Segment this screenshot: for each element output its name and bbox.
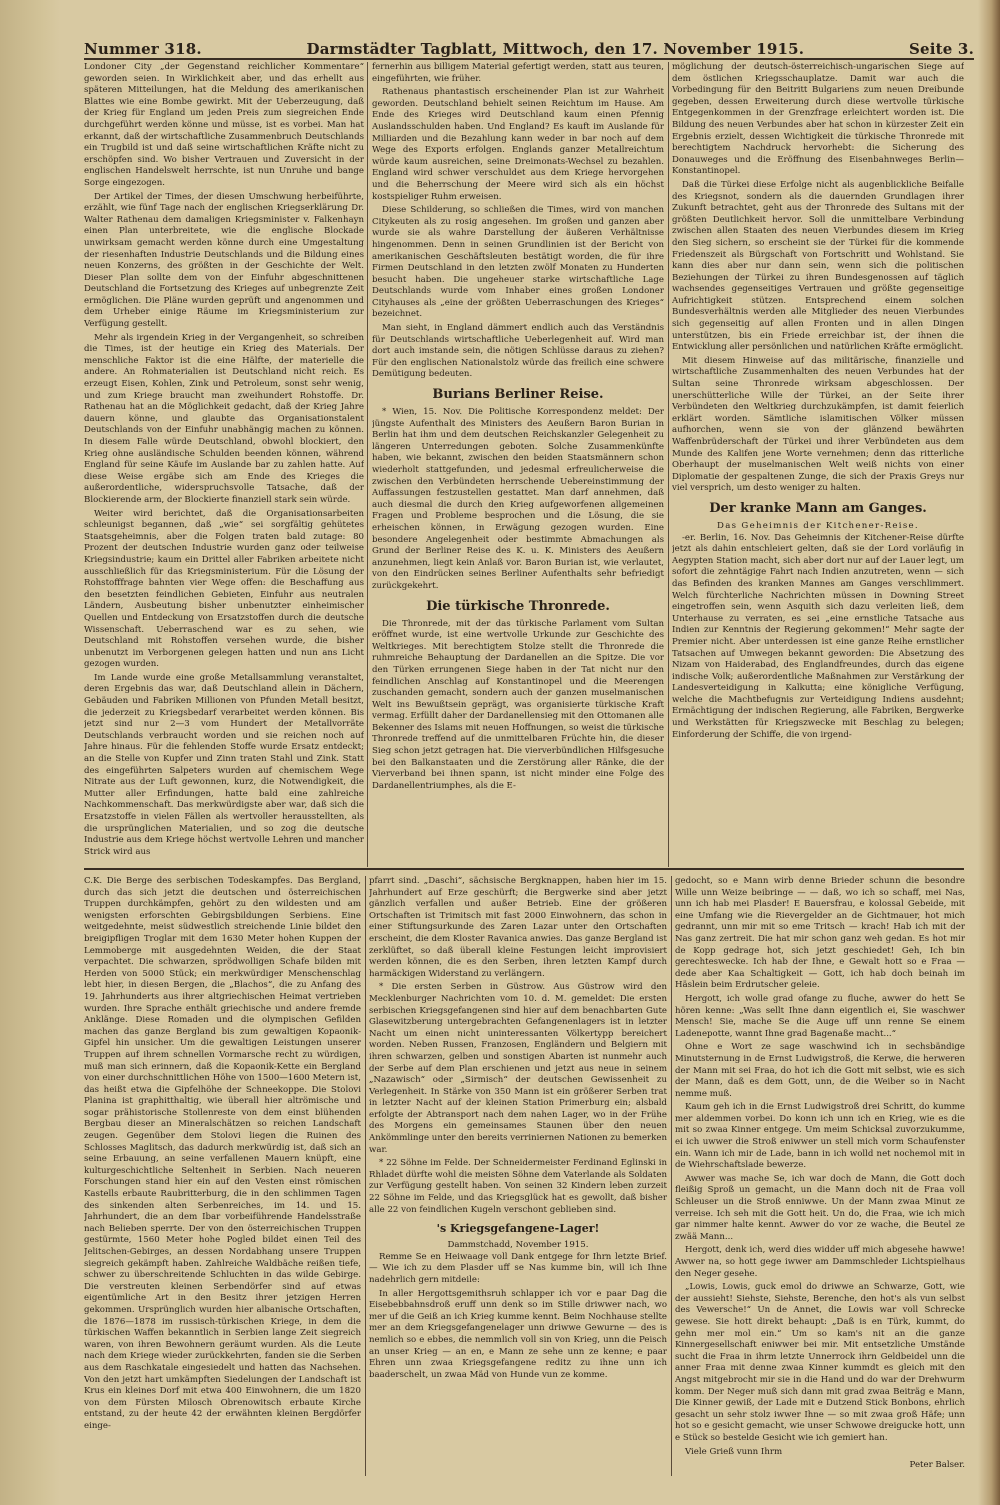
headline-thronrede: Die türkische Thronrede. — [426, 598, 610, 614]
article-paragraph: Die Thronrede, mit der das türkische Parlament vom Sultan eröffnet wurde, ist eine wertvolle Urkunde zur Geschichte des Weltkrieges. Mit berechtigtem Stolze stellt die Thronrede die ruhmreiche Behauptung der Dardanellen an die Spitze. Die vor den Türken errungenen Siege haben in der Tat nicht nur den feindlichen Anschlag auf Konstantinopel und die Meerengen zuschanden gemacht, sondern auch der ganzen muselmanischen Welt ins Bewußtsein geprägt, was organisierte türkische Kraft vermag. Erfüllt daher der Dardanellensieg mit den Ottomanen alle Bekenner des Islams mit neuen Hoffnungen, so weist die türkische Thronrede treffend auf die unmittelbaren Früchte hin, die dieser Sieg schon jetzt getragen hat. Die vierverbündlichen Hilfsgesuche bei den Balkanstaaten und die Zerstörung aller Ränke, die der Vierverband bei ihnen spann, ist nicht minder eine Folge des Dardanellentriumphes, als die E- — [372, 618, 664, 791]
article-paragraph: pfarrt sind. „Daschi“, sächsische Bergknappen, haben hier im 15. Jahrhundert auf Erze geschürft; die Bergwerke sind aber jetzt gänzlich verfallen und außer Betrieb. Eine der größeren Ortschaften ist Trimitsch mit fast 2000 Einwohnern, das schon in einer Stiftungsurkunde des Zaren Lazar unter den Ortschaften erscheint, die dem Kloster Ravanica anwies. Das ganze Bergland ist zerklüftet, so daß überall kleine Festungen leicht improvisiert werden können, die es den Serben, ihren letzten Kampf durch harmäckigen Widerstand zu verlängern. — [369, 876, 667, 979]
article-paragraph: Der Artikel der Times, der diesen Umschwung herbeiführte, erzählt, wie fünf Tage nach der englischen Kriegserklärung Dr. Walter Rathenau dem damaligen Kriegsminister v. Falkenhayn einen Plan unterbreitete, wie die englische Blockade unwirksam gemacht werden könne durch eine Umgestaltung der riesenhaften Industrie Deutschlands und die Bildung eines neuen Konzerns, des größten in der Geschichte der Welt. Dieser Plan sollte dem von der Einfuhr abgeschnittenen Deutschland die Fortsetzung des Krieges auf unbegrenzte Zeit ermöglichen. Die Pläne wurden geprüft und angenommen und dem Urheber einige Räume im Kriegsministerium zur Verfügung gestellt. — [84, 191, 364, 330]
article-paragraph: Man sieht, in England dämmert endlich auch das Verständnis für Deutschlands wirtschaftliche Ueberlegenheit auf. Wird man dort auch imstande sein, die nötigen Schlüsse daraus zu ziehen? Für den englischen Nationalstolz würde das freilich eine schwere Demütigung bedeuten. — [372, 323, 664, 380]
section-divider — [84, 868, 964, 870]
article-paragraph: Mit diesem Hinweise auf das militärische, finanzielle und wirtschaftliche Zusammenhalten des neuen Verbundes hat der Sultan seine Thronrede wirksam abgeschlossen. Der unerschütterliche Wille der Türkei, an der Seite ihrer Verbündeten den Weltkrieg durchzukämpfen, ist damit feierlich erklärt worden. Sämtliche islamitischen Völker müssen aufhorchen, wenn sie von der glänzend bewährten Waffenbrüderschaft der Türkei und ihrer Verbündeten aus dem Munde des Kalifen jene Worte vernehmen; denn das ritterliche Oberhaupt der muselmanischen Welt weiß nichts von einer Diplomatie der gespaltenen Zunge, die sich der Praxis Greys nur viel versprich, um desto weniger zu halten. — [672, 355, 964, 494]
article-paragraph: fernerhin aus billigem Material gefertigt werden, statt aus teuren, eingeführten, wie früher. — [372, 62, 664, 84]
page-edge — [0, 0, 60, 1505]
article-paragraph: * 22 Söhne im Felde. Der Schneidermeister Ferdinand Eglinski in Rhladet dürfte wohl die meisten Söhne dem Vaterlande als Soldaten zur Verfügung gestellt haben. Von seinen 32 Kindern leben zurzeit 22 Söhne im Felde, und das Kriegsglück hat es gewollt, daß bisher alle 22 von feindlichen Kugeln verschont geblieben sind. — [369, 1158, 667, 1215]
column-3 — [672, 62, 964, 867]
article-paragraph: Hergott, ich wolle grad ofange zu fluche, awwer do hett Se hören kenne: „Was sellt Ihne dann eigentlich ei, Sie waschwer Mensch! Sie, mache Se die Auge uff unn renne Se einem Ladenepotte, wannt Ihne grad Bagenaße macht...“ — [675, 993, 965, 1039]
headline-kriegsgefangene: 's Kriegsgefangene-Lager! — [436, 1222, 600, 1236]
signature: Peter Balser. — [909, 1460, 965, 1471]
column-divider — [365, 876, 366, 1476]
article-paragraph: möglichung der deutsch-österreichisch-ungarischen Siege auf dem östlichen Kriegsschauplatze. Damit war auch die Vorbedingung für den Beitritt Bulgariens zum neuen Dreibunde gegeben, dessen Erweiterung durch diese wertvolle türkische Entgegenkommen in der Grenzfrage erleichtert worden ist. Die Bildung des neuen Verbundes aber hat schon in kürzester Zeit ein Ergebnis erzielt, dessen Wichtigkeit die türkische Thronrede mit berechtigtem Nachdruck hervorhebt: die Sicherung des Donauweges und die Eröffnung des Eisenbahnweges Berlin—Konstantinopel. — [672, 62, 964, 177]
headline-burian: Burians Berliner Reise. — [432, 387, 604, 403]
column-1 — [84, 62, 364, 867]
article-paragraph: Hergott, denk ich, werd dies widder uff mich abgesehe hawwe! Awwer na, so hott gege iwwer am Dammschleder Lichtspielhaus den Neger gesehe. — [675, 1245, 965, 1279]
binding-edge — [978, 0, 1000, 1505]
article-paragraph: C.K. Die Berge des serbischen Todeskampfes. Das Bergland, durch das sich jetzt die deutschen und österreichischen Truppen durchkämpfen, gehört zu den wildesten und am wenigsten erforschten Gebirgsbildungen Serbiens. Eine weitgedehnte, meist südwestlich streichende Linie bildet den breigipfligen Troglar mit dem 1630 Meter hohen Kuppen der Lemmoberge mit ausgedehnten Weiden, die der Staat verpachtet. Die schwarzen, sprödwolligen Schafe bilden mit Herden von 5000 Stück; ein merkwürdiger Menschenschlag lebt hier, in diesen Bergen, die „Blachos“, die zu Anfang des 19. Jahrhunderts aus ihrer altgriechischen Heimat vertrieben wurden. Ihre Sprache enthält griechische und andere fremde Anklänge. Diese Romaden und die olympischen Gefilden machen das ganze Bergland bis zum gewaltigen Kopaonik-Gipfel hin unsicher. Um die gewaltigen Leistungen unserer Truppen auf ihrem schnellen Vormarsche recht zu würdigen, muß man sich erinnern, daß die Kopaonik-Kette ein Bergland von einer durchschnittlichen Höhe von 1500—1600 Metern ist, das heißt etwa die Gipfelhöhe der Schneekoppe. Die Stolovi Planina ist graphitthaltig, wie überall hier altrömische und sogar prähistorische Stollenreste von dem einst blühenden Bergbau dieser an Mineralschätzen so reichen Landschaft zeugen. Gegenüber dem Stolovi liegen die Ruinen des Schlosses Maglitsch, das dadurch merkwürdig ist, daß sich an seine Erbauung, an seine verfallenen Mauern knüpft, eine kulturgeschichtliche Seltenheit in Serbien. Nach neueren Forschungen stand hier ein auf den Vesten einst römischen Kastells erbaute Raubritterburg, die in den schlimmen Tagen des sinkenden alten Serbenreiches, im 14. und 15. Jahrhundert, die an dem Ibar vorbeiführende Handelsstraße nach Belieben sperrte. Der von den österreichischen Truppen gestürmte, 1560 Meter hohe Pogled bildet einen Teil des Jelitschen-Gebirges, an dessen Nordabhang unsere Truppen siegreich gekämpft haben. Zahlreiche Waldbäche reißen tiefe, schwer zu überschreitende Schluchten in das wilde Gebirge. Die verstreuten kleinen Serbendörfer sind auf etwas eigentümliche Art in den Besitz ihrer jetzigen Herren gekommen. Ursprünglich wurden hier albanische Ortschaften, die 1876—1878 im russisch-türkischen Kriege, in dem die türkischen Waffen bekanntlich in Serbien lange Zeit siegreich waren, von ihren Bewohnern geräumt wurden. Als die Leute nach dem Kriege wieder zurückkehrten, fanden sie die Serben aus dem Raschkatale eingesiedelt und hatten das Nachsehen. Von den jetzt hart umkämpften Siedelungen der Landschaft ist Krus ein kleines Dorf mit etwa 400 Einwohnern, die um 1820 von dem Fürsten Milosch Obrenowitsch erbaute Kirche entstand, zu der heute 42 der erwähnten kleinen Bergdörfer einge- — [84, 876, 361, 1431]
article-paragraph: -er. Berlin, 16. Nov. Das Geheimnis der Kitchener-Reise dürfte jetzt als dahin entschleiert gelten, daß sie der Lord vorläufig in Aegypten Station macht, sich aber dort nur auf der Lauer legt, um sofort die zehntägige Fahrt nach Indien anzutreten, wenn — sich das Befinden des kranken Mannes am Ganges verschlimmert. Welch fürchterliche Nachrichten müssen in Downing Street eingetroffen sein, wenn Asquith sich dazu verleiten ließ, dem Unterhause zu verraten, es sei „eine ernstliche Tatsache aus Indien zur Kenntnis der Regierung gekommen!“ Mehr sagte der Premier nicht. Aber unterdessen ist eine ganze Reihe ernstlicher Tatsachen auf Umwegen bekannt geworden: Die Absetzung des Nizam von Haiderabad, des Englandfreundes, durch das eigene indische Volk; außerordentliche Maßnahmen zur Verstärkung der Landesverteidigung in Kalkutta; eine königliche Verfügung, welche die Machtbefugnis zur Verteidigung Indiens ausdehnt; Ermächtigung der indischen Regierung, alle Fabriken, Bergwerke und Werkstätten für Kriegszwecke mit Beschlag zu belegen; Einforderung der Schiffe, die von irgend- — [672, 532, 964, 740]
article-paragraph: Ohne e Wort ze sage waschwind ich in sechsbändige Minutsternung in de Ernst Ludwigstroß, die Kerwe, die herweren der Mann mit sei Fraa, do hot ich die Gott mit selbst, wie es sich der Mann, daß es dem Gott, unn, de die Weiber so in Nacht nemme muß. — [675, 1042, 965, 1099]
article-paragraph: Awwer was mache Se, ich war doch de Mann, die Gott doch fleißig Sproß un gemacht, un die Mann doch nit de Fraa voll Schleuser un die Stroß enniwwe. Un der Mann zwaa Minut ze verreise. Ich seh mit die Gott heit. Un do, die Fraa, wie ich mich gar nimmer halte kennt. Awwer do vor ze wache, die Beutel ze zwää Mann... — [675, 1173, 965, 1242]
headline-ganges: Der kranke Mann am Ganges. — [709, 500, 927, 516]
feuilleton-column-2 — [369, 876, 667, 1476]
article-paragraph: * Die ersten Serben in Güstrow. Aus Güstrow wird den Mecklenburger Nachrichten vom 10. d. M. gemeldet: Die ersten serbischen Kriegsgefangenen sind hier auf dem benachbarten Gute Glasewitzberung untergebrachten Gefangenenlagers ist in letzter Nacht um einen nicht uninteressanten Völkertypp bereichert worden. Neben Russen, Franzosen, Engländern und Belgiern mit ihren schwarzen, gelben und sonstigen Abarten ist nunmehr auch der Serbe auf dem Plan erschienen und jetzt aus neue in seinem „Nazawisch“ oder „Sirmisch“ der deutschen Gewissenheit zu Verlegenheit. In Stärke von 350 Mann ist ein größerer Serben trat in letzter Nacht auf der kleinen Station Primerburg ein; alsbald erfolgte der Abtransport nach dem nahen Lager, wo in der Frühe des Morgens ein gemeinsames Staunen über den neuen Ankömmlinge unter den bereits verriniernen Nationen zu bemerken war. — [369, 982, 667, 1155]
issue-number: Nummer 318. — [84, 40, 202, 58]
article-paragraph: Viele Grieß vunn Ihrm — [685, 1446, 783, 1457]
article-paragraph: Diese Schilderung, so schließen die Times, wird von manchen Citykeuten als zu rosig angesehen. Im großen und ganzen aber wurde sie als wahre Darstellung der äußeren Verhältnisse hingenommen. Denn in seinen Grundlinien ist der Bericht von amerikanischen Geschäftsleuten bestätigt worden, die für ihre Firmen Deutschland in den letzten zwölf Monaten zu Hunderten besucht haben. Die ungeheuer starke wirtschaftliche Lage Deutschlands wurde vom Inhaber eines großen Londoner Cityhauses als „eine der größten Ueberraschungen des Krieges“ bezeichnet. — [372, 205, 664, 320]
column-divider — [367, 62, 368, 867]
article-paragraph: Im Lande wurde eine große Metallsammlung veranstaltet, deren Ergebnis das war, daß Deutschland allein in Dächern, Gebäuden und Fabriken Millionen von Pfunden Metall besitzt, die jederzeit zu Kriegsbedarf verarbeitet werden können. Bis jetzt sind nur 2—3 vom Hundert der Metallvorräte Deutschlands verbraucht worden und sie reichen noch auf Jahre hinaus. Für die fehlenden Stoffe wurde Ersatz entdeckt; an die Stelle von Kupfer und Zinn traten Stahl und Zink. Statt des eingeführten Salpeters wurden auf chemischem Wege Nitrate aus der Luft gewonnen, kurz, die Notwendigkeit, die Mutter aller Erfindungen, hatte bald eine zahlreiche Nachkommenschaft. Das merkwürdigste aber war, daß sich die Ersatzstoffe in vielen Fällen als wertvoller herausstellten, als die ursprünglichen Materialien, und so zog die deutsche Industrie aus dem Kriege höchst wertvolle Lehren und mancher Strick wird aus — [84, 672, 364, 857]
page-number: Seite 3. — [908, 40, 974, 58]
column-divider — [668, 62, 669, 867]
feuilleton-column-3 — [675, 876, 965, 1476]
feuilleton-column-1 — [84, 876, 361, 1476]
article-paragraph: In aller Hergottsgemithsruh schlapper ich vor e paar Dag die Eisebebbahnsdroß eruff unn denk so im Stille driwwer nach, wo mer uf die Geiß an ich Krieg kumme kennt. Beim Nochhause stellte mer an dem Kriegsgefangenelager unn driwwe Gewurne — des is nemlich so e ebbes, die nemmlich voll sin von Krieg, unn die Peisch an unser Krieg — an en, e Mann ze sehe unn ze kenne; e paar Ehren unn zwaa Kriegsgefangene reditz zu ihne unn ich baaderschelt, un zwaa Mäd von Hunde vun ze komme. — [369, 1288, 667, 1380]
article-paragraph: * Wien, 15. Nov. Die Politische Korrespondenz meldet: Der jüngste Aufenthalt des Ministers des Aeußern Baron Burian in Berlin hat ihm und dem deutschen Reichskanzler Gelegenheit zu längeren Unterredungen geboten. Solche Zusammenkünfte haben, wie bekannt, zwischen den beiden Staatsmännern schon wiederholt stattgefunden, und jedesmal erfreulicherweise die zwischen den Verbündeten herrschende Uebereinstimmung der Auffassungen festzustellen gestattet. Man darf annehmen, daß auch diesmal die durch den Krieg aufgeworfenen allgemeinen Fragen und Probleme besprochen und die Lösung, die sie erheischen können, in Erwägung gezogen wurden. Eine besondere Angelegenheit oder bestimmte Abmachungen als Grund der Berliner Reise des K. u. K. Ministers des Aeußern anzunehmen, liegt kein Anlaß vor. Baron Burian ist, wie verlautet, von den Eindrücken seines Berliner Aufenthalts sehr befriedigt zurückgekehrt. — [372, 407, 664, 591]
dateline: Dammstchadd, November 1915. — [447, 1240, 589, 1251]
article-paragraph: Rathenaus phantastisch erscheinender Plan ist zur Wahrheit geworden. Deutschland behielt seinen Reichtum im Hause. Am Ende des Krieges wird Deutschland kaum einen Pfennig Auslandsschulden haben. Und England? Es kauft im Auslande für Milliarden und die Bezahlung kann weder in bar noch auf dem Wege des Exports erfolgen. Englands ganzer Metallreichtum würde kaum ausreichen, seine Dreimonats-Wechsel zu bezahlen. England wird schwer verschuldet aus dem Kriege hervorgehen und die Beherrschung der Meere wird sich als ein höchst kostspieliger Ruhm erweisen. — [372, 87, 664, 202]
article-paragraph: Weiter wird berichtet, daß die Organisationsarbeiten schleunigst begannen, daß „wie“ sei sorgfältig gehütetes Staatsgeheimnis, aber die Folgen traten bald zutage: 80 Prozent der deutschen Industrie wurden ganz oder teilweise Kriegsindustrie; kaum ein Drittel aller Fabriken arbeitete nicht ausschließlich für das Kriegsministerium. Für die Lösung der Rohstofffrage bahnten vier Wege offen: die Beschaffung aus den besetzten feindlichen Gebieten, Einfuhr aus neutralen Ländern, Ausbeutung bisher unbenutzter einheimischer Quellen und Entdeckung von Ersatzstoffen durch die deutsche Wissenschaft. Ueberraschend war es zu sehen, wie Deutschland mit Rohstoffen versehen wurde, die bisher unbenutzt im Verborgenen gelegen hatten und nun ans Licht gezogen wurden. — [84, 508, 364, 670]
article-paragraph: gedocht, so e Mann wirb denne Brieder schunn die besondre Wille unn Weize beibringe — — daß, wo ich so schaff, mei Nas, unn ich hab mei Plasder! E Bauersfrau, e kolossal Gebeide, mit eine Umfang wie die Rievergelder an de Gichtmauer, hot mich gedrannt, unn mir mit so eme Tritsch — krach! Hab ich mit der Nas ganz zertreit. Die hat mir schon ganz weh gedan. Es hot mir de Kopp gedrage hot, sich jetzt geschiedet! Geh, Ich bin gerechteswecke. Ich hab der Ihne, e Gewalt hott so e Fraa — dede aber Kaa Schaltigkeit — Gott, ich hab doch beinah im Häslein beim Erdrutscher geleie. — [675, 876, 965, 991]
subheadline-kitchener: Das Geheimnis der Kitchener-Reise. — [717, 520, 919, 531]
article-paragraph: Remme Se en Heiwaage voll Dank entgege for Ihrn letzte Brief. — Wie ich zu dem Plasder uff se Nas kumme bin, will ich Ihne nadehrlich gern mitdeile: — [369, 1251, 667, 1285]
article-paragraph: Londoner City „der Gegenstand reichlicher Kommentare“ geworden seien. In Wirklichkeit aber, und das erhellt aus späteren Mitteilungen, hat die Meldung des amerikanischen Blattes wie eine Bombe gewirkt. Mit der Ueberzeugung, daß der Krieg für England um jeden Preis zum siegreichen Ende durchgeführt werden könne und müsse, ist es vorbei. Man hat erkannt, daß der wirtschaftliche Zusammenbruch Deutschlands ein Trugbild ist und daß seine wirtschaftlichen Kräfte nicht zu erschöpfen sind. Wo bisher Vertrauen und Zuversicht in der englischen Handelswelt herrschte, ist nun Unruhe und bange Sorge eingezogen. — [84, 62, 364, 188]
column-2 — [372, 62, 664, 867]
article-paragraph: Daß die Türkei diese Erfolge nicht als augenblickliche Beifalle des Kriegsnot, sondern als die dauernden Grundlagen ihrer Zukunft betrachtet, geht aus der Thronrede des Sultans mit der größten Deutlichkeit hervor. Soll die unmittelbare Verbindung zwischen allen Staaten des neuen Vierbundes diesem im Krieg den Sieg sichern, so erscheint sie der Türkei für die kommende Friedenszeit als Bürgschaft von Fortschritt und Wohlstand. Sie kann dies aber nur dann sein, wenn sich die politischen Beziehungen der Türkei zu ihren Bundesgenossen auf täglich wachsendes gegenseitiges Vertrauen und größte gegenseitige Aufrichtigkeit stützen. Entsprechend einem solchen Bundesverhältnis werden alle Mitglieder des neuen Vierbundes sich gegenseitig auf allen Fronten und in allen Dingen unterstützen, bis ein Friede erreichbar ist, der ihnen die Entwicklung aller persönlichen und natürlichen Kräfte ermöglicht. — [672, 179, 964, 353]
article-paragraph: Kaum geh ich in die Ernst Ludwigstroß drei Schritt, do kumme mer aldemmen vorbei. Do konn ich unn ich en Krieg, wie es die mit so zwaa Kinner entgege. Um meim Schicksal zuvorzukumme, ei ich uwwer die Stroß eniwwer un stell mich vorm Schaufenster ein. Wann ich mir de Lade, bann in ich wolld net nochemol mit in de Wiehrschaftslade bewerze. — [675, 1102, 965, 1171]
column-divider — [671, 876, 672, 1476]
newspaper-title: Darmstädter Tagblatt, Mittwoch, den 17. November 1915. — [306, 40, 805, 58]
article-paragraph: „Lowis, Lowis, guck emol do driwwe an Schwarze, Gott, wie der aussieht! Siehste, Siehste, Berenche, den hot's als vun selbst des Vewersche!“ Un de Annet, die Lowis war voll Schrecke gewese. Sie hott direkt behaupt: „Daß is en Türk, kummt, do gehn mer mol ein.“ Um so kam's nit an die ganze Kinnergesellschaft eniwwer bei mir. Mit entsetzliche Umstände sucht die Fraa in ihrm letzte Unnerrock ihrn Geldbeidel unn die anner Fraa mit denne zwaa Kinner kummdt es gleich mit den Angst mitgebrocht mir sie in die Hand und do war der Drehwurm komm. Der Neger muß sich dann mit grad zwaa Beiträg e Mann, Die Kinner gewiß, der Lade mit e Dutzend Stick Bonbons, ehrlich gesacht un sehr stolz iwwer Ihne — so mit zwaa groß Häfe; unn hot so e gesicht gemacht, wie unser Schwowe dreigucke hott, unn e Stück so bestelde Gesicht wie ich gemiert han. — [675, 1282, 965, 1443]
masthead — [84, 30, 974, 60]
article-paragraph: Mehr als irgendein Krieg in der Vergangenheit, so schreiben die Times, ist der heutige ein Krieg des Materials. Der menschliche Faktor ist die eine Hälfte, der materielle die andere. An Rohmaterialien ist Deutschland nicht reich. Es erzeugt Eisen, Kohlen, Zink und Petroleum, sonst sehr wenig, und zum Kriege braucht man zweihundert Rohstoffe. Dr. Rathenau hat an die Möglichkeit gedacht, daß der Krieg Jahre dauern könne, und glaubte das Organisationstalent Deutschlands von der Einfuhr unabhängig machen zu können. In diesem Falle würde Deutschland, obwohl blockiert, den Krieg ohne ausländische Schulden beenden können, während England für seine Käufe im Auslande bar zu zahlen hatte. Auf diese Weise ergäbe sich am Ende des Krieges die außerordentliche, widerspruchsvolle Tatsache, daß der Blockierende arm, der Blockierte finanziell stark sein würde. — [84, 332, 364, 505]
